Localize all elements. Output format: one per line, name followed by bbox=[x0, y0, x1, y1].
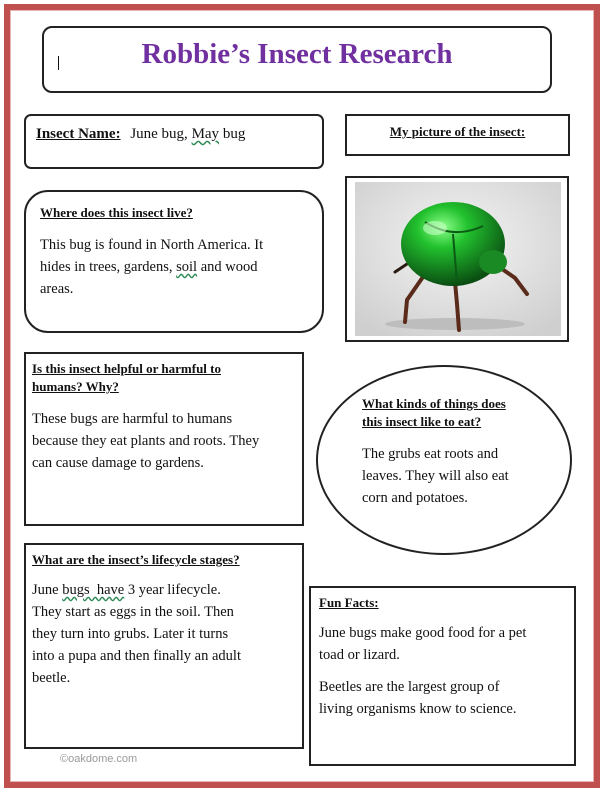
fun-facts-box[interactable] bbox=[309, 586, 576, 766]
picture-label-box[interactable] bbox=[345, 114, 570, 156]
insect-name-row bbox=[36, 126, 245, 143]
answer-line-part: 3 year lifecycle. bbox=[127, 582, 221, 598]
habitat-box[interactable] bbox=[24, 190, 324, 333]
insect-photo bbox=[355, 182, 561, 336]
lifecycle-answer bbox=[32, 579, 241, 689]
title-box[interactable] bbox=[42, 26, 552, 93]
spacer bbox=[319, 666, 526, 676]
lifecycle-question: What are the insect’s lifecycle stages? bbox=[32, 552, 240, 567]
insect-name-box[interactable] bbox=[24, 114, 324, 169]
answer-line: beetle. bbox=[32, 670, 71, 686]
lifecycle-box[interactable] bbox=[24, 543, 304, 749]
question-line: What kinds of things does bbox=[362, 396, 506, 411]
answer-line: These bugs are harmful to humans bbox=[32, 411, 233, 427]
copyright-text: ©oakdome.com bbox=[60, 753, 138, 765]
insect-name-value-1: June bug, bbox=[130, 126, 188, 142]
green-beetle-icon bbox=[355, 182, 561, 336]
answer-line: into a pupa and then finally an adult bbox=[32, 648, 241, 664]
habitat-line bbox=[40, 256, 263, 278]
answer-line: June bugs make good food for a pet bbox=[319, 625, 527, 641]
answer-line: living organisms know to science. bbox=[319, 701, 517, 717]
answer-line: because they eat plants and roots. They bbox=[32, 433, 260, 449]
diet-answer bbox=[362, 443, 509, 509]
habitat-line: This bug is found in North America. It bbox=[40, 237, 264, 253]
habitat-answer bbox=[40, 234, 263, 300]
insect-name-value-2: May bbox=[191, 126, 220, 142]
answer-line: toad or lizard. bbox=[319, 647, 400, 663]
answer-line: They start as eggs in the soil. Then bbox=[32, 604, 234, 620]
habitat-line-part: soil bbox=[176, 259, 198, 275]
habitat-line-part: hides in trees, gardens, bbox=[40, 259, 173, 275]
answer-line: corn and potatoes. bbox=[362, 490, 468, 506]
helpful-harmful-answer bbox=[32, 408, 259, 474]
insect-name-label: Insect Name: bbox=[36, 126, 121, 142]
question-line: humans? Why? bbox=[32, 379, 119, 394]
answer-line bbox=[32, 579, 241, 601]
helpful-harmful-box[interactable] bbox=[24, 352, 304, 526]
question-line: Is this insect helpful or harmful to bbox=[32, 361, 221, 376]
answer-line: Beetles are the largest group of bbox=[319, 679, 500, 695]
habitat-line-part: and wood bbox=[200, 259, 258, 275]
answer-line: leaves. They will also eat bbox=[362, 468, 509, 484]
page-title: Robbie’s Insect Research bbox=[141, 38, 453, 70]
question-line: this insect like to eat? bbox=[362, 414, 482, 429]
fun-facts-heading: Fun Facts: bbox=[319, 595, 379, 610]
answer-line: they turn into grubs. Later it turns bbox=[32, 626, 229, 642]
helpful-harmful-question bbox=[32, 360, 221, 396]
answer-line-part: bugs have bbox=[62, 582, 125, 598]
insect-picture-box[interactable] bbox=[345, 176, 569, 342]
fun-facts-answer bbox=[319, 622, 526, 720]
diet-ellipse[interactable] bbox=[316, 365, 572, 555]
diet-question bbox=[362, 395, 506, 431]
habitat-line: areas. bbox=[40, 281, 74, 297]
habitat-question: Where does this insect live? bbox=[40, 205, 193, 220]
answer-line: can cause damage to gardens. bbox=[32, 455, 204, 471]
picture-label: My picture of the insect: bbox=[389, 124, 526, 139]
insect-name-value-3: bug bbox=[222, 126, 246, 142]
answer-line-part: June bbox=[32, 582, 59, 598]
answer-line: The grubs eat roots and bbox=[362, 446, 499, 462]
